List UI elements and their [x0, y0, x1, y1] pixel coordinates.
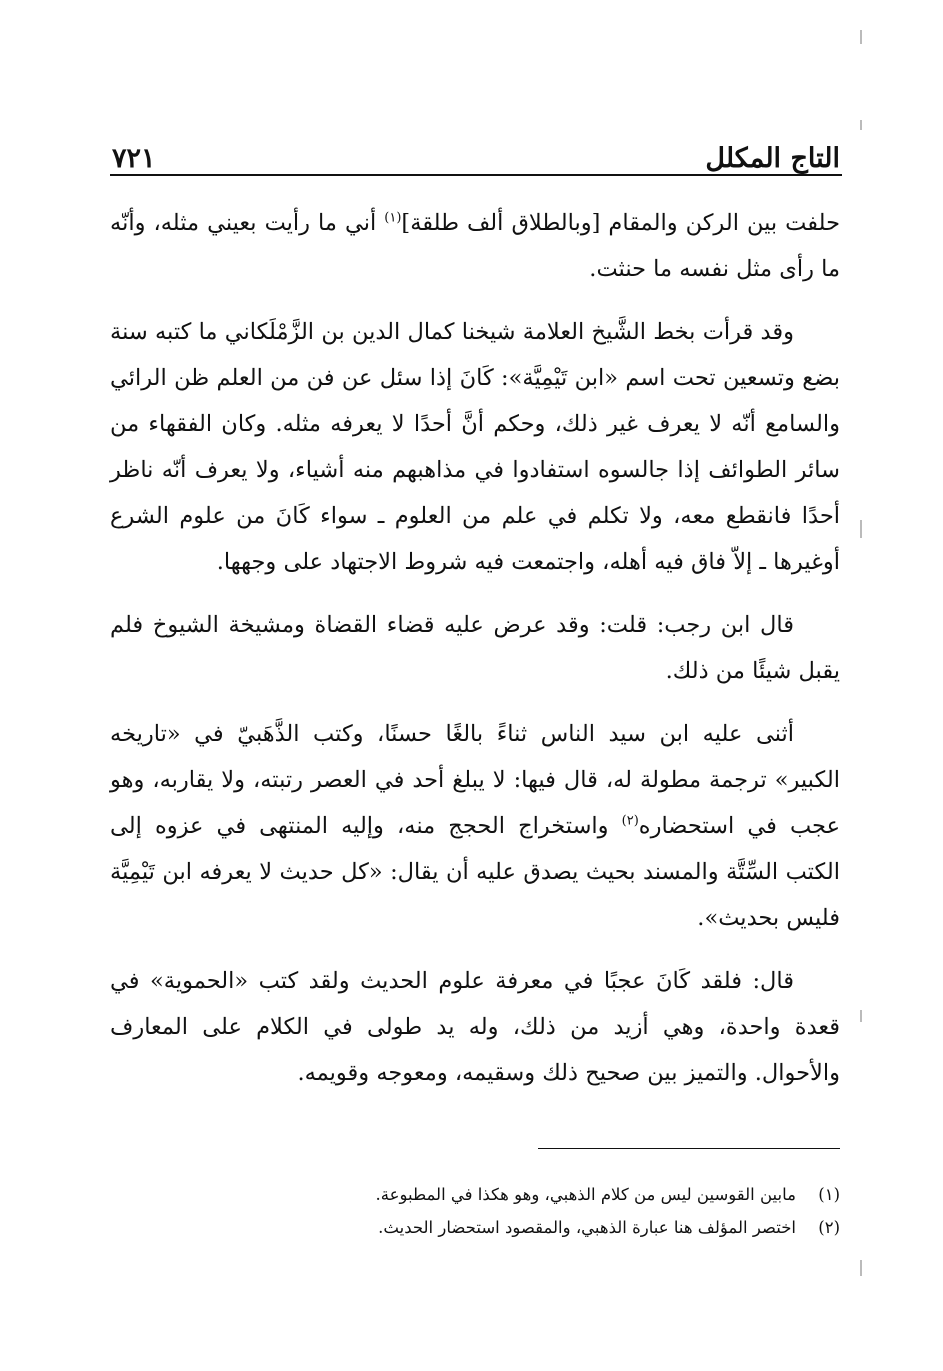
footnote-ref-2[interactable]: (٢): [621, 813, 639, 829]
paragraph-3: قال ابن رجب: قلت: وقد عرض عليه قضاء القضاة ومشيخة الشيوخ فلم يقبل شيئًا من ذلك.: [110, 612, 840, 684]
footnote-2-text: اختصر المؤلف هنا عبارة الذهبي، والمقصود استحضار الحديث.: [378, 1218, 796, 1237]
footnote-1: [200, 1178, 840, 1211]
footnote-ref-1[interactable]: (١): [384, 210, 402, 226]
footnote-1-number: (١): [818, 1185, 840, 1204]
footnote-1-text: مابين القوسين ليس من كلام الذهبي، وهو هكذا في المطبوعة.: [375, 1185, 796, 1204]
paragraph-1-part-b: أني ما رأيت بعيني مثله، وأنّه ما رأى مثل نفسه ما حنثت.: [110, 210, 840, 282]
scan-margin-mark: [860, 520, 862, 538]
scan-margin-mark: [860, 30, 862, 44]
paragraph-2: وقد قرأت بخط الشَّيخ العلامة شيخنا كمال الدين بن الزَّمْلَكاني ما كتبه سنة بضع وتسعين تحت اسم «ابن تَيْمِيَّة»: كَانَ إذا سئل عن فن من العلم ظن الرائي والسامع أنّه لا يعرف غير ذلك، وحكم أنَّ أحدًا لا يعرفه مثله. وكان الفقهاء من سائر الطوائف إذا جالسوه استفادوا في مذاهبهم منه أشياء، ولا يعرف أنّه ناظر أحدًا فانقطع معه، ولا تكلم في علم من العلوم ـ سواء كَانَ من علوم الشرع أوغيرها ـ إلاّ فاق فيه أهله، واجتمعت فيه شروط الاجتهاد على وجهها.: [110, 319, 840, 575]
paragraph-4-part-a: أثنى عليه ابن سيد الناس ثناءً بالغًا حسنًا، وكتب الذَّهَبيّ في «تاريخه الكبير» ترجمة مطولة له، قال فيها: لا يبلغ أحد في العصر رتبته، ولا يقاربه، وهو عجب في استحضاره: [110, 721, 840, 839]
scan-margin-mark: [860, 1010, 862, 1022]
main-text: [110, 200, 840, 1113]
paragraph-1: [110, 200, 840, 292]
paragraph-1-part-a: حلفت بين الركن والمقام [وبالطلاق ألف طلقة]: [401, 210, 840, 236]
paragraph-5: قال: فلقد كَانَ عجبًا في معرفة علوم الحديث ولقد كتب «الحموية» في قعدة واحدة، وهي أزيد من ذلك، وله يد طولى في الكلام على المعارف والأحوال. والتميز بين صحيح ذلك وسقيمه، ومعوجه وقويمه.: [110, 968, 840, 1086]
paragraph-4: [110, 711, 840, 941]
header-divider: [110, 174, 842, 176]
paragraph-4-part-b: واستخراج الحجج منه، وإليه المنتهى في عزوه إلى الكتب السِّتَّة والمسند بحيث يصدق عليه أن يقال: «كل حديث لا يعرفه ابن تَيْمِيَّة فليس بحديث».: [110, 813, 840, 931]
running-header: [112, 130, 840, 176]
scan-margin-mark: [860, 1260, 862, 1276]
footnotes: [200, 1178, 840, 1244]
footnote-2-number: (٢): [818, 1218, 840, 1237]
page-number: ٧٢١: [112, 143, 156, 174]
footnote-2: [200, 1211, 840, 1244]
book-title: التاج المكلل: [705, 143, 840, 174]
scan-margin-mark: [860, 120, 862, 130]
footnote-divider: [538, 1148, 840, 1149]
